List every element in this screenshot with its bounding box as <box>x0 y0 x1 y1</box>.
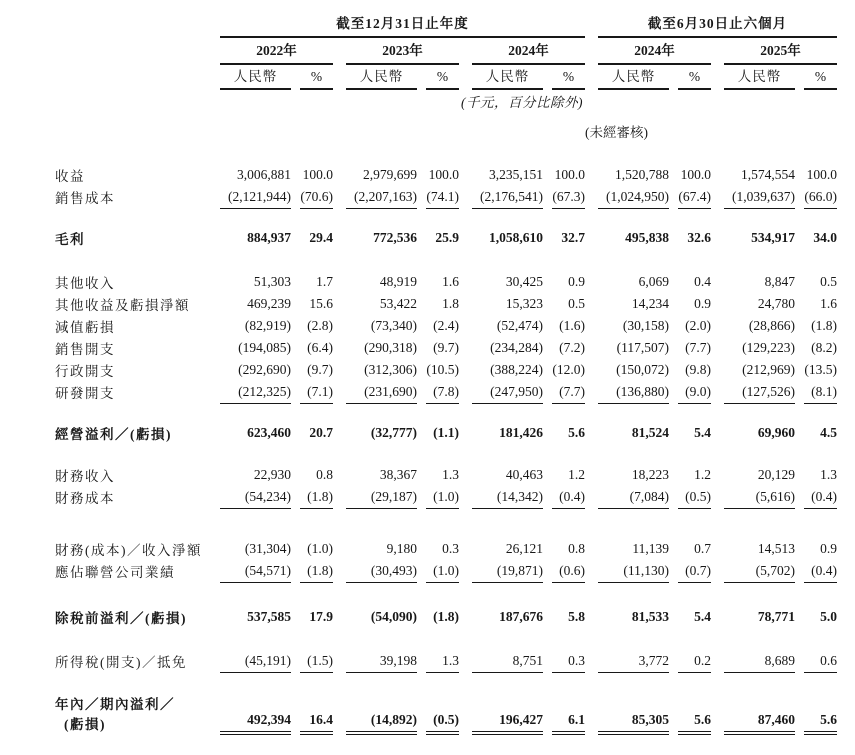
row-label: 經營溢利／(虧損) <box>55 427 172 442</box>
currency-value-cell: 492,394 <box>207 695 291 735</box>
currency-value-cell: 53,422 <box>379 296 417 311</box>
table-row <box>55 561 837 583</box>
percent-value-cell: 0.5 <box>820 274 837 289</box>
currency-value-cell: (212,969) <box>742 362 795 377</box>
currency-value-cell: (129,223) <box>742 340 795 355</box>
percent-value-cell: 5.6 <box>795 695 837 735</box>
percent-value-cell: (0.5) <box>669 487 711 509</box>
percent-value-cell: (9.7) <box>307 362 333 377</box>
percent-value-cell: 34.0 <box>813 230 837 245</box>
currency-value-cell: 772,536 <box>373 230 417 245</box>
row-label: 研發開支 <box>55 386 115 401</box>
currency-value-cell: 1,574,554 <box>741 167 795 182</box>
percent-value-cell: (9.8) <box>685 362 711 377</box>
currency-value-cell: 40,463 <box>505 467 543 482</box>
currency-value-cell: (14,892) <box>333 695 417 735</box>
percent-value-cell: (1.6) <box>559 318 585 333</box>
row-label: 行政開支 <box>55 364 115 379</box>
currency-value-cell: 9,180 <box>386 541 417 556</box>
currency-value-cell: (5,702) <box>711 561 795 583</box>
row-label: 其他收益及虧損淨額 <box>55 298 190 313</box>
currency-value-cell: 8,751 <box>459 651 543 673</box>
percent-value-cell: 1.3 <box>442 467 459 482</box>
section-gap <box>55 250 837 272</box>
currency-value-cell: 20,129 <box>757 467 795 482</box>
currency-value-cell: (2,207,163) <box>333 187 417 209</box>
unit-note: (千元，百分比除外) <box>461 95 583 110</box>
percent-value-cell: 0.9 <box>820 541 837 556</box>
percent-value-cell: 1.6 <box>442 274 459 289</box>
currency-value-cell: (14,342) <box>459 487 543 509</box>
currency-value-cell: (292,690) <box>238 362 291 377</box>
year-header-2024: 2024年 <box>459 38 585 65</box>
header-spacer <box>55 8 207 38</box>
percent-value-cell: (0.4) <box>543 487 585 509</box>
currency-value-cell: 15,323 <box>505 296 543 311</box>
table-body <box>55 141 837 735</box>
currency-value-cell: (117,507) <box>616 340 669 355</box>
percent-value-cell: (70.6) <box>291 187 333 209</box>
currency-value-cell: (231,690) <box>333 382 417 404</box>
percent-value-cell: (66.0) <box>795 187 837 209</box>
percent-value-cell: 5.6 <box>669 695 711 735</box>
percent-value-cell: 4.5 <box>820 425 837 440</box>
percent-value-cell: (7.7) <box>543 382 585 404</box>
currency-value-cell: 30,425 <box>505 274 543 289</box>
currency-value-cell: 26,121 <box>505 541 543 556</box>
currency-value-cell: (150,072) <box>616 362 669 377</box>
currency-value-cell: 8,689 <box>711 651 795 673</box>
percent-value-cell: (74.1) <box>417 187 459 209</box>
period-group-annual-title: 截至12月31日止年度 <box>220 12 585 38</box>
percent-value-cell: 1.6 <box>820 296 837 311</box>
table-row <box>55 226 837 250</box>
percent-value-cell: (9.0) <box>669 382 711 404</box>
currency-value-cell: (54,234) <box>207 487 291 509</box>
currency-value-cell: (312,306) <box>364 362 417 377</box>
currency-value-cell: 181,426 <box>499 425 543 440</box>
currency-value-cell: (2,176,541) <box>459 187 543 209</box>
currency-value-cell: (82,919) <box>244 318 291 333</box>
currency-value-cell: 3,235,151 <box>489 167 543 182</box>
percent-value-cell: (2.4) <box>433 318 459 333</box>
table-row <box>55 316 837 338</box>
currency-value-cell: 48,919 <box>379 274 417 289</box>
row-label: 除稅前溢利／(虧損) <box>55 611 187 626</box>
currency-column-header: 人民幣 <box>459 65 543 90</box>
financial-table <box>55 8 837 735</box>
percent-value-cell: 0.9 <box>694 296 711 311</box>
period-group-interim <box>585 8 837 38</box>
currency-value-cell: 469,239 <box>247 296 291 311</box>
currency-value-cell: (28,866) <box>748 318 795 333</box>
percent-value-cell: (10.5) <box>426 362 459 377</box>
currency-value-cell: 38,367 <box>379 467 417 482</box>
percent-value-cell: 0.4 <box>694 274 711 289</box>
percent-value-cell: (7.7) <box>685 340 711 355</box>
period-group-row <box>55 8 837 38</box>
percent-value-cell: 15.6 <box>309 296 333 311</box>
table-row <box>55 487 837 509</box>
table-row <box>55 605 837 629</box>
percent-value-cell: (12.0) <box>552 362 585 377</box>
section-gap <box>55 509 837 539</box>
percent-value-cell: 5.8 <box>568 609 585 624</box>
percent-value-cell: 0.8 <box>568 541 585 556</box>
percent-value-cell: 16.4 <box>291 695 333 735</box>
percent-value-cell: (1.8) <box>291 487 333 509</box>
unaudited-note-row <box>55 111 837 141</box>
header-spacer <box>55 65 207 90</box>
percent-value-cell: 32.6 <box>687 230 711 245</box>
currency-value-cell: 495,838 <box>625 230 669 245</box>
table-row <box>55 360 837 382</box>
percent-value-cell: 1.7 <box>316 274 333 289</box>
currency-value-cell: (30,158) <box>622 318 669 333</box>
currency-value-cell: 51,303 <box>253 274 291 289</box>
currency-value-cell: 39,198 <box>333 651 417 673</box>
section-gap <box>55 209 837 226</box>
row-label: 毛利 <box>55 232 85 247</box>
currency-value-cell: (45,191) <box>207 651 291 673</box>
currency-value-cell: (54,090) <box>370 609 417 624</box>
currency-value-cell: (30,493) <box>333 561 417 583</box>
percent-value-cell: (67.4) <box>669 187 711 209</box>
row-label: 銷售成本 <box>55 191 115 206</box>
currency-value-cell: (127,526) <box>711 382 795 404</box>
percent-value-cell: (1.8) <box>811 318 837 333</box>
row-label: 財務(成本)／收入淨額 <box>55 543 202 558</box>
currency-value-cell: (1,039,637) <box>711 187 795 209</box>
percent-value-cell: 0.7 <box>694 541 711 556</box>
currency-value-cell: 6,069 <box>638 274 669 289</box>
percent-value-cell: (6.4) <box>307 340 333 355</box>
percent-value-cell: (9.7) <box>433 340 459 355</box>
currency-value-cell: (247,950) <box>459 382 543 404</box>
percent-value-cell: 100.0 <box>554 167 585 182</box>
currency-value-cell: 11,139 <box>632 541 669 556</box>
percent-value-cell: 5.4 <box>694 425 711 440</box>
percent-value-cell: (2.0) <box>685 318 711 333</box>
percent-column-header: % <box>543 65 585 90</box>
percent-value-cell: 100.0 <box>680 167 711 182</box>
percent-value-cell: 1.2 <box>694 467 711 482</box>
subcolumn-header-row <box>55 65 837 90</box>
section-gap <box>55 141 837 165</box>
year-header-2023: 2023年 <box>333 38 459 65</box>
currency-value-cell: 2,979,699 <box>363 167 417 182</box>
currency-value-cell: 187,676 <box>499 609 543 624</box>
row-label: 銷售開支 <box>55 342 115 357</box>
percent-value-cell: 0.3 <box>442 541 459 556</box>
interim-header-2025: 2025年 <box>711 38 837 65</box>
percent-value-cell: 29.4 <box>309 230 333 245</box>
currency-value-cell: 18,223 <box>631 467 669 482</box>
percent-value-cell: 1.8 <box>442 296 459 311</box>
percent-value-cell: (7.1) <box>291 382 333 404</box>
table-row <box>55 421 837 445</box>
percent-value-cell: (2.8) <box>307 318 333 333</box>
currency-value-cell: (31,304) <box>244 541 291 556</box>
year-header-2022: 2022年 <box>207 38 333 65</box>
percent-value-cell: (0.6) <box>543 561 585 583</box>
currency-value-cell: 69,960 <box>757 425 795 440</box>
table-row <box>55 539 837 561</box>
percent-value-cell: 0.2 <box>669 651 711 673</box>
section-gap <box>55 629 837 651</box>
percent-value-cell: 0.5 <box>568 296 585 311</box>
percent-value-cell: 100.0 <box>806 167 837 182</box>
currency-value-cell: (11,130) <box>585 561 669 583</box>
currency-value-cell: 81,524 <box>631 425 669 440</box>
percent-value-cell: 32.7 <box>561 230 585 245</box>
currency-value-cell: (212,325) <box>207 382 291 404</box>
percent-value-cell: 6.1 <box>543 695 585 735</box>
percent-value-cell: (1.5) <box>291 651 333 673</box>
table-row <box>55 382 837 404</box>
table-row <box>55 338 837 360</box>
currency-value-cell: (5,616) <box>711 487 795 509</box>
percent-value-cell: 5.0 <box>820 609 837 624</box>
row-label: 其他收入 <box>55 276 115 291</box>
currency-value-cell: (19,871) <box>459 561 543 583</box>
table-row <box>55 294 837 316</box>
header-spacer <box>55 38 207 65</box>
percent-value-cell: 1.2 <box>568 467 585 482</box>
percent-column-header: % <box>795 65 837 90</box>
period-group-interim-title: 截至6月30日止六個月 <box>598 12 837 38</box>
percent-value-cell: (67.3) <box>543 187 585 209</box>
currency-value-cell: (388,224) <box>490 362 543 377</box>
row-label: 減值虧損 <box>55 320 115 335</box>
percent-value-cell: (1.0) <box>307 541 333 556</box>
table-row <box>55 651 837 673</box>
currency-value-cell: 196,427 <box>459 695 543 735</box>
percent-value-cell: (7.8) <box>417 382 459 404</box>
percent-value-cell: 1.3 <box>417 651 459 673</box>
percent-value-cell: (8.1) <box>795 382 837 404</box>
table-row <box>55 165 837 187</box>
percent-value-cell: (7.2) <box>559 340 585 355</box>
currency-column-header: 人民幣 <box>585 65 669 90</box>
interim-header-2024: 2024年 <box>585 38 711 65</box>
currency-value-cell: (194,085) <box>238 340 291 355</box>
row-label: 年內／期內溢利／ (虧損) <box>55 697 175 732</box>
currency-value-cell: 87,460 <box>711 695 795 735</box>
percent-value-cell: 100.0 <box>302 167 333 182</box>
row-label: 應佔聯營公司業績 <box>55 565 175 580</box>
currency-value-cell: 81,533 <box>631 609 669 624</box>
currency-value-cell: 22,930 <box>253 467 291 482</box>
currency-value-cell: (290,318) <box>364 340 417 355</box>
section-gap <box>55 445 837 465</box>
percent-value-cell: 5.6 <box>568 425 585 440</box>
percent-value-cell: (13.5) <box>804 362 837 377</box>
currency-value-cell: (136,880) <box>585 382 669 404</box>
unaudited-note: (未經審核) <box>585 125 648 140</box>
percent-column-header: % <box>417 65 459 90</box>
currency-value-cell: 884,937 <box>247 230 291 245</box>
table-row <box>55 272 837 294</box>
section-gap <box>55 583 837 605</box>
row-label: 收益 <box>55 169 85 184</box>
currency-value-cell: (54,571) <box>207 561 291 583</box>
percent-value-cell: 17.9 <box>309 609 333 624</box>
percent-value-cell: (1.1) <box>433 425 459 440</box>
currency-value-cell: (7,084) <box>585 487 669 509</box>
currency-column-header: 人民幣 <box>207 65 291 90</box>
percent-value-cell: 0.9 <box>568 274 585 289</box>
percent-value-cell: (0.4) <box>795 561 837 583</box>
percent-value-cell: 0.3 <box>543 651 585 673</box>
currency-value-cell: (29,187) <box>333 487 417 509</box>
currency-value-cell: (52,474) <box>496 318 543 333</box>
currency-value-cell: 534,917 <box>751 230 795 245</box>
currency-value-cell: (234,284) <box>490 340 543 355</box>
percent-value-cell: 5.4 <box>694 609 711 624</box>
currency-value-cell: 14,513 <box>757 541 795 556</box>
percent-value-cell: 1.3 <box>820 467 837 482</box>
currency-column-header: 人民幣 <box>711 65 795 90</box>
currency-value-cell: 1,058,610 <box>489 230 543 245</box>
percent-value-cell: 0.6 <box>795 651 837 673</box>
percent-value-cell: 20.7 <box>309 425 333 440</box>
unit-note-row <box>55 90 837 111</box>
section-gap <box>55 673 837 695</box>
percent-value-cell: (1.8) <box>433 609 459 624</box>
table-header <box>55 8 837 141</box>
currency-value-cell: (32,777) <box>370 425 417 440</box>
table-row <box>55 695 837 735</box>
currency-value-cell: 85,305 <box>585 695 669 735</box>
table-row <box>55 187 837 209</box>
row-label: 財務成本 <box>55 491 115 506</box>
currency-value-cell: 3,772 <box>585 651 669 673</box>
currency-column-header: 人民幣 <box>333 65 417 90</box>
currency-value-cell: 537,585 <box>247 609 291 624</box>
currency-value-cell: 14,234 <box>631 296 669 311</box>
table-row <box>55 465 837 487</box>
currency-value-cell: 1,520,788 <box>615 167 669 182</box>
currency-value-cell: (1,024,950) <box>585 187 669 209</box>
currency-value-cell: 3,006,881 <box>237 167 291 182</box>
percent-value-cell: (8.2) <box>811 340 837 355</box>
currency-value-cell: 623,460 <box>247 425 291 440</box>
currency-value-cell: (73,340) <box>370 318 417 333</box>
percent-value-cell: (1.8) <box>291 561 333 583</box>
percent-value-cell: (0.7) <box>669 561 711 583</box>
percent-value-cell: 0.8 <box>316 467 333 482</box>
currency-value-cell: 8,847 <box>764 274 795 289</box>
currency-value-cell: 78,771 <box>757 609 795 624</box>
percent-column-header: % <box>669 65 711 90</box>
percent-value-cell: (0.5) <box>417 695 459 735</box>
percent-value-cell: 25.9 <box>435 230 459 245</box>
year-header-row <box>55 38 837 65</box>
row-label: 財務收入 <box>55 469 115 484</box>
currency-value-cell: 24,780 <box>757 296 795 311</box>
row-label: 所得稅(開支)／抵免 <box>55 655 187 670</box>
percent-value-cell: 100.0 <box>428 167 459 182</box>
percent-value-cell: (1.0) <box>417 561 459 583</box>
section-gap <box>55 404 837 421</box>
currency-value-cell: (2,121,944) <box>207 187 291 209</box>
period-group-annual <box>207 8 585 38</box>
percent-value-cell: (1.0) <box>417 487 459 509</box>
percent-value-cell: (0.4) <box>795 487 837 509</box>
percent-column-header: % <box>291 65 333 90</box>
